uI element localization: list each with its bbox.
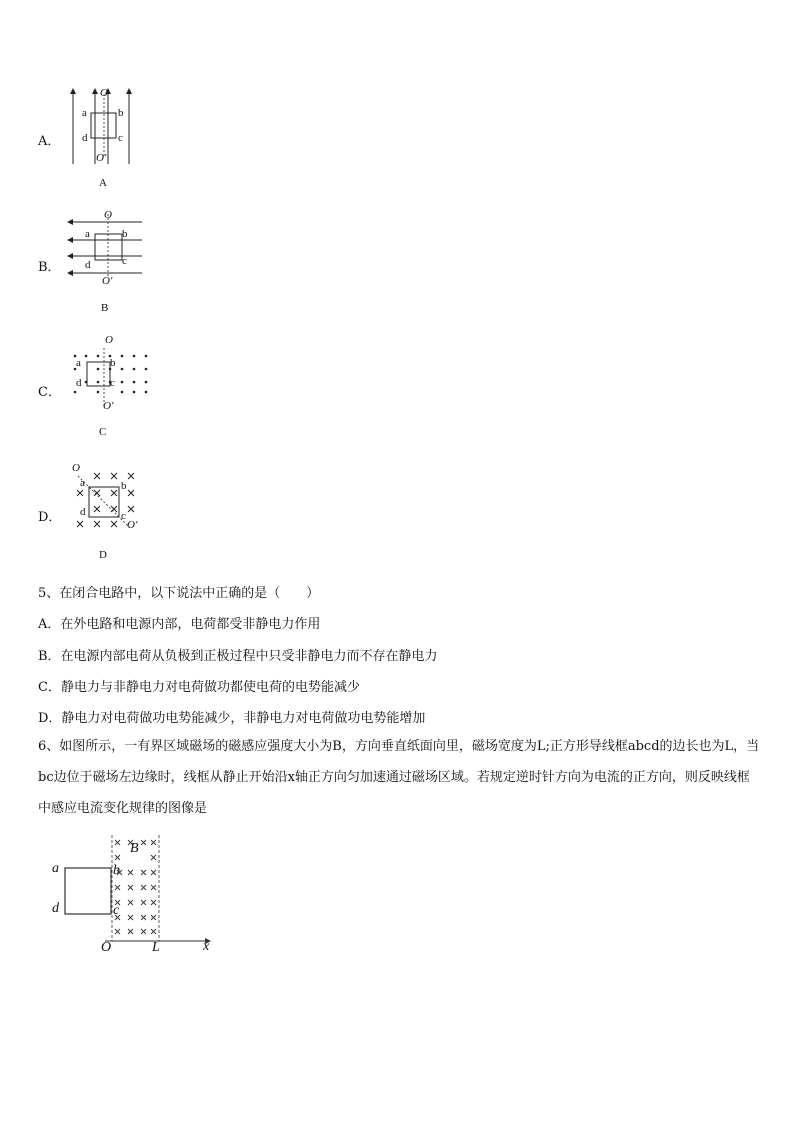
fig-d-O-prime: O′ xyxy=(127,519,138,531)
fig-b-caption: B xyxy=(101,302,109,314)
fig-b-O-prime: O′ xyxy=(102,275,113,287)
fig-a-c: c xyxy=(118,132,123,144)
fig-a-caption: A xyxy=(99,177,107,189)
option-c-label: C． xyxy=(38,385,61,400)
q5-option-d: D．静电力对电荷做功电势能减少，非静电力对电荷做功电势能增加 xyxy=(38,711,426,726)
fig-c-a: a xyxy=(76,357,81,369)
fig-d-c: c xyxy=(121,510,126,522)
fig-c-c: c xyxy=(110,377,115,389)
q6-fig-x-axis-label: x xyxy=(203,939,210,954)
q5-option-c: C．静电力与非静电力对电荷做功都使电荷的电势能减少 xyxy=(38,680,360,695)
q6-fig-d: d xyxy=(52,901,59,916)
fig-d-b: b xyxy=(121,480,127,492)
q6-fig-a: a xyxy=(52,861,59,876)
fig-a-b: b xyxy=(118,107,124,119)
fig-d-a: a xyxy=(80,477,85,489)
fig-d-d: d xyxy=(80,506,86,518)
fig-c-O: O xyxy=(105,334,113,346)
fig-b-b: b xyxy=(122,228,128,240)
q5-option-a: A．在外电路和电源内部，电荷都受非静电力作用 xyxy=(38,617,321,632)
fig-c-caption: C xyxy=(99,426,107,438)
q6-fig-B: B xyxy=(130,841,139,856)
q6-fig-c: c xyxy=(113,903,120,918)
option-b-label: B． xyxy=(38,260,61,275)
fig-b-c: c xyxy=(122,255,127,267)
fig-c-O-prime: O′ xyxy=(103,400,114,412)
fig-d-O: O xyxy=(72,462,80,474)
q6-fig-O: O xyxy=(101,940,112,955)
q6-fig-L: L xyxy=(152,940,160,955)
fig-a-O: O xyxy=(100,87,108,99)
fig-c-b: b xyxy=(110,357,116,369)
fig-a-d: d xyxy=(82,132,88,144)
fig-a-a: a xyxy=(82,107,87,119)
fig-c-d: d xyxy=(76,377,82,389)
q6-fig-b: b xyxy=(113,863,120,878)
fig-b-O: O xyxy=(104,209,112,221)
q5-option-b: B．在电源内部电荷从负极到正极过程中只受非静电力而不存在静电力 xyxy=(38,649,438,664)
q6-stem: 6、如图所示，一有界区域磁场的磁感应强度大小为B，方向垂直纸面向里，磁场宽度为L;正方形导线框abcd的边长也为L，当bc边位于磁场左边缘时，线框从静止开始沿x轴正方向匀加速通过磁场区域。若规定逆时针方向为电流的正方向，则反映线框中感应电流变化规律的图像是 xyxy=(38,739,760,816)
fig-b-d: d xyxy=(85,259,91,271)
option-a-label: A． xyxy=(38,134,61,149)
fig-a-O-prime: O′ xyxy=(96,152,107,164)
fig-d-caption: D xyxy=(99,549,107,561)
option-d-label: D． xyxy=(38,510,62,525)
fig-b-a: a xyxy=(85,228,90,240)
q5-stem: 5、在闭合电路中，以下说法中正确的是（ ） xyxy=(38,586,320,601)
